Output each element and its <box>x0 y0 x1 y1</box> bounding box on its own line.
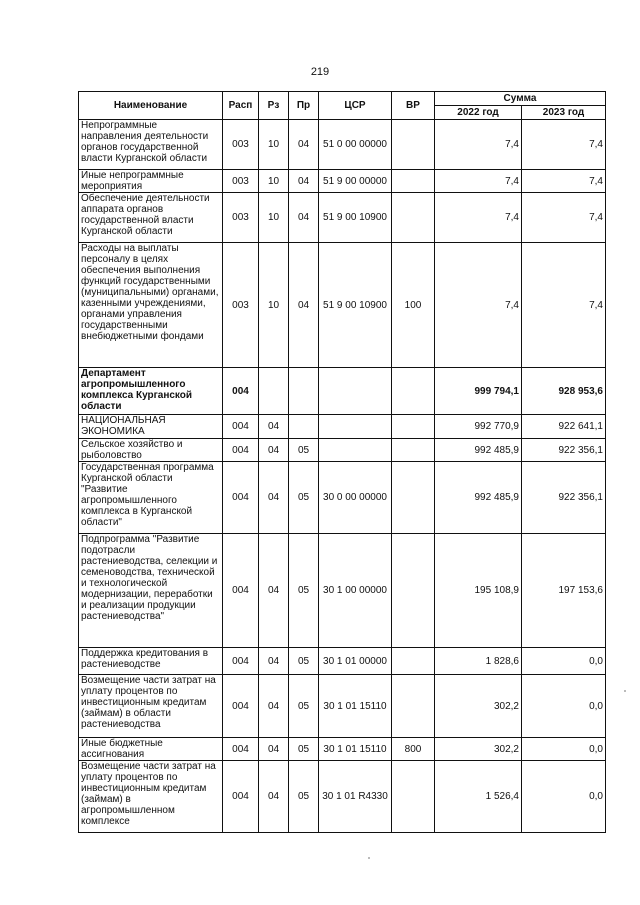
row-rz: 10 <box>259 243 289 368</box>
row-amount-2023: 7,4 <box>522 120 606 170</box>
row-pr: 04 <box>289 193 319 243</box>
row-amount-2022: 195 108,9 <box>435 534 522 648</box>
row-rz: 10 <box>259 170 289 193</box>
row-rasp: 004 <box>223 675 259 738</box>
row-pr: 05 <box>289 738 319 761</box>
row-rz: 04 <box>259 534 289 648</box>
table-row <box>79 368 606 415</box>
row-pr: 05 <box>289 439 319 462</box>
row-name: Департамент агропромышленного комплекса Курганской области <box>79 368 223 415</box>
row-amount-2023: 0,0 <box>522 675 606 738</box>
row-csr: 30 1 01 15110 <box>319 675 392 738</box>
header-name: Наименование <box>79 92 223 120</box>
row-amount-2023: 922 356,1 <box>522 462 606 534</box>
row-csr: 30 1 01 00000 <box>319 648 392 675</box>
table-row <box>79 120 606 170</box>
row-csr <box>319 368 392 415</box>
row-name: Поддержка кредитования в растениеводстве <box>79 648 223 675</box>
row-amount-2023: 7,4 <box>522 193 606 243</box>
row-pr <box>289 368 319 415</box>
row-rasp: 003 <box>223 120 259 170</box>
row-name: Иные непрограммные мероприятия <box>79 170 223 193</box>
row-csr: 30 1 00 00000 <box>319 534 392 648</box>
row-amount-2022: 7,4 <box>435 120 522 170</box>
table-row <box>79 415 606 439</box>
row-rz: 04 <box>259 648 289 675</box>
row-csr: 51 9 00 10900 <box>319 193 392 243</box>
row-pr: 05 <box>289 761 319 833</box>
header-pr: Пр <box>289 92 319 120</box>
row-rasp: 003 <box>223 193 259 243</box>
row-amount-2022: 302,2 <box>435 675 522 738</box>
row-rasp: 004 <box>223 761 259 833</box>
row-name: Расходы на выплаты персоналу в целях обеспечения выполнения функций государственными (муниципальными) органами, казенными учреждениями, органами управления государственными внебюджетными фондами <box>79 243 223 368</box>
header-vr: ВР <box>392 92 435 120</box>
row-csr: 51 9 00 10900 <box>319 243 392 368</box>
row-vr <box>392 675 435 738</box>
row-vr <box>392 462 435 534</box>
row-amount-2023: 197 153,6 <box>522 534 606 648</box>
row-csr <box>319 415 392 439</box>
row-name: Возмещение части затрат на уплату процентов по инвестиционным кредитам (займам) в агропромышленном комплексе <box>79 761 223 833</box>
row-amount-2023: 0,0 <box>522 648 606 675</box>
row-csr: 51 0 00 00000 <box>319 120 392 170</box>
header-2023: 2023 год <box>522 106 606 120</box>
row-amount-2023: 928 953,6 <box>522 368 606 415</box>
row-pr: 04 <box>289 243 319 368</box>
row-rz: 04 <box>259 761 289 833</box>
header-2022: 2022 год <box>435 106 522 120</box>
row-amount-2023: 7,4 <box>522 170 606 193</box>
row-csr: 51 9 00 00000 <box>319 170 392 193</box>
row-rz: 04 <box>259 675 289 738</box>
row-pr: 05 <box>289 648 319 675</box>
row-rasp: 004 <box>223 534 259 648</box>
row-rz: 04 <box>259 462 289 534</box>
header-csr: ЦСР <box>319 92 392 120</box>
row-amount-2022: 1 828,6 <box>435 648 522 675</box>
row-vr <box>392 648 435 675</box>
scan-speck <box>624 690 626 692</box>
table-row <box>79 243 606 368</box>
table-row <box>79 170 606 193</box>
table-header <box>79 92 606 120</box>
row-amount-2023: 7,4 <box>522 243 606 368</box>
row-name: Возмещение части затрат на уплату процентов по инвестиционным кредитам (займам) в области растениеводства <box>79 675 223 738</box>
row-name: Сельское хозяйство и рыболовство <box>79 439 223 462</box>
row-amount-2022: 302,2 <box>435 738 522 761</box>
table-row <box>79 193 606 243</box>
row-csr: 30 0 00 00000 <box>319 462 392 534</box>
row-pr: 05 <box>289 534 319 648</box>
row-amount-2022: 992 770,9 <box>435 415 522 439</box>
row-vr <box>392 120 435 170</box>
row-amount-2022: 7,4 <box>435 193 522 243</box>
header-sum: Сумма <box>435 92 606 106</box>
row-csr: 30 1 01 15110 <box>319 738 392 761</box>
row-amount-2022: 992 485,9 <box>435 462 522 534</box>
row-pr: 05 <box>289 675 319 738</box>
row-amount-2023: 922 356,1 <box>522 439 606 462</box>
table-row <box>79 439 606 462</box>
row-vr <box>392 368 435 415</box>
row-pr: 04 <box>289 170 319 193</box>
row-rasp: 004 <box>223 415 259 439</box>
page-number: 219 <box>310 66 330 78</box>
row-vr <box>392 761 435 833</box>
row-rz: 04 <box>259 415 289 439</box>
row-name: Подпрограмма "Развитие подотрасли растениеводства, селекции и семеноводства, технической и технологической модернизации, переработки и реализации продукции растениеводства" <box>79 534 223 648</box>
row-amount-2022: 1 526,4 <box>435 761 522 833</box>
header-rasp: Расп <box>223 92 259 120</box>
row-rz <box>259 368 289 415</box>
row-rasp: 003 <box>223 170 259 193</box>
scan-speck <box>368 857 370 859</box>
row-vr <box>392 193 435 243</box>
header-rz: Рз <box>259 92 289 120</box>
table-row <box>79 462 606 534</box>
row-amount-2022: 992 485,9 <box>435 439 522 462</box>
row-vr: 800 <box>392 738 435 761</box>
row-amount-2023: 0,0 <box>522 738 606 761</box>
table-row <box>79 648 606 675</box>
row-name: Непрограммные направления деятельности органов государственной власти Курганской области <box>79 120 223 170</box>
row-rasp: 003 <box>223 243 259 368</box>
row-rasp: 004 <box>223 648 259 675</box>
row-rz: 10 <box>259 193 289 243</box>
row-amount-2023: 922 641,1 <box>522 415 606 439</box>
row-name: Обеспечение деятельности аппарата органов государственной власти Курганской области <box>79 193 223 243</box>
table-body <box>79 120 606 833</box>
row-vr: 100 <box>392 243 435 368</box>
row-vr <box>392 415 435 439</box>
budget-table <box>78 91 606 833</box>
row-amount-2022: 7,4 <box>435 170 522 193</box>
row-amount-2023: 0,0 <box>522 761 606 833</box>
row-vr <box>392 170 435 193</box>
table-row <box>79 675 606 738</box>
row-pr: 04 <box>289 120 319 170</box>
row-pr: 05 <box>289 462 319 534</box>
row-rasp: 004 <box>223 368 259 415</box>
row-amount-2022: 7,4 <box>435 243 522 368</box>
row-name: НАЦИОНАЛЬНАЯ ЭКОНОМИКА <box>79 415 223 439</box>
row-amount-2022: 999 794,1 <box>435 368 522 415</box>
row-rasp: 004 <box>223 738 259 761</box>
row-vr <box>392 439 435 462</box>
row-csr <box>319 439 392 462</box>
row-rz: 10 <box>259 120 289 170</box>
row-rasp: 004 <box>223 439 259 462</box>
row-name: Иные бюджетные ассигнования <box>79 738 223 761</box>
row-csr: 30 1 01 R4330 <box>319 761 392 833</box>
row-rasp: 004 <box>223 462 259 534</box>
table-row <box>79 761 606 833</box>
table-row <box>79 534 606 648</box>
row-vr <box>392 534 435 648</box>
row-rz: 04 <box>259 738 289 761</box>
row-rz: 04 <box>259 439 289 462</box>
table-row <box>79 738 606 761</box>
row-pr <box>289 415 319 439</box>
row-name: Государственная программа Курганской области "Развитие агропромышленного комплекса в Курганской области" <box>79 462 223 534</box>
